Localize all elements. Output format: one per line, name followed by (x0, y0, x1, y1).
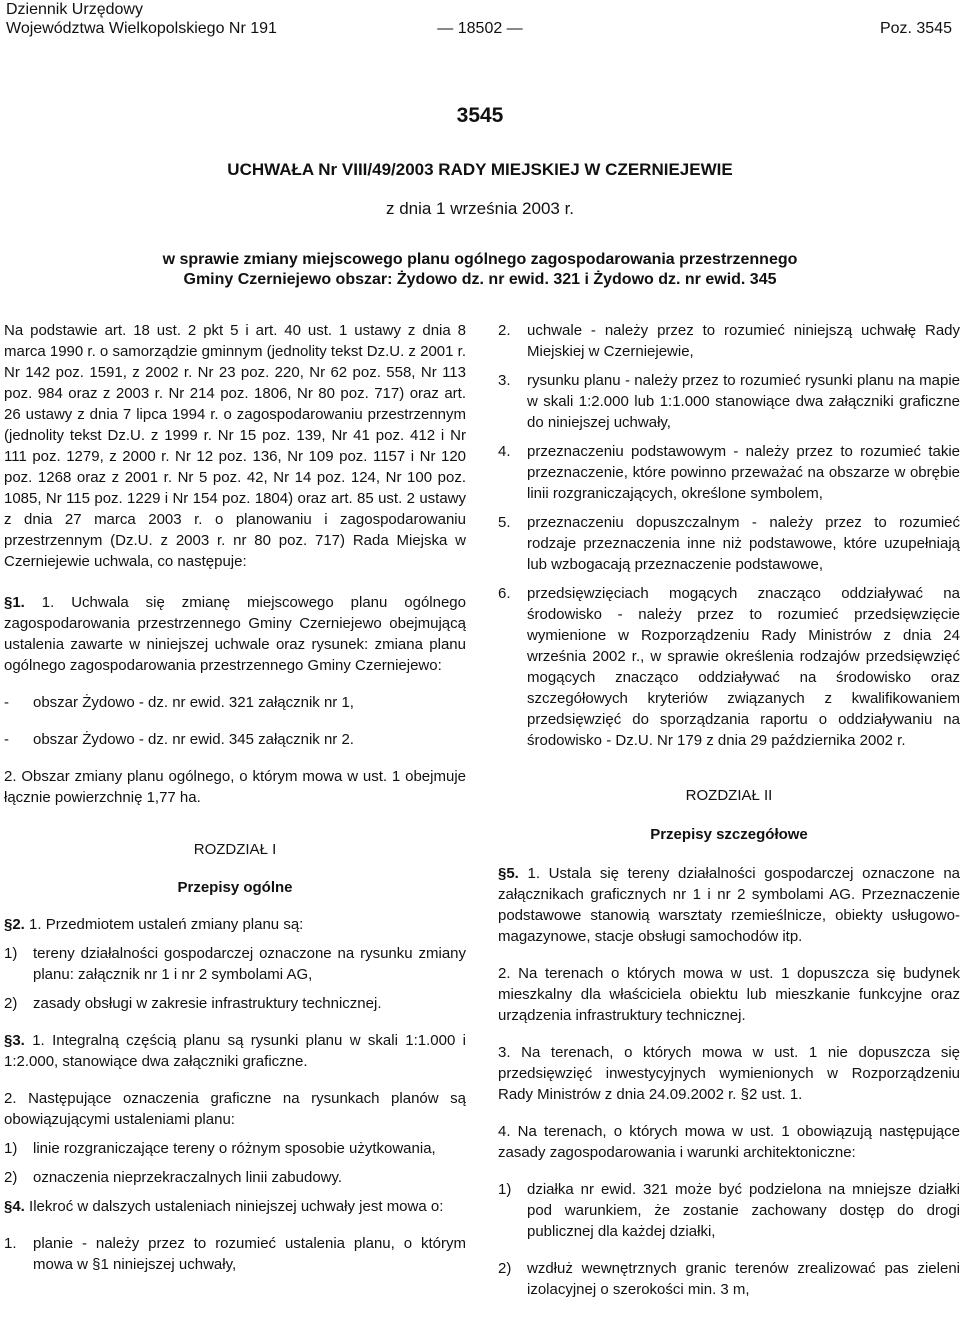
paragraph-5-text: 1. Ustala się tereny działalności gospodarczej oznaczone na załącznikach graficznych nr 1 i nr 2 symbolami AG. Przeznaczenie podstawowe stanowią warsztaty rzemieślnicze, obiekty usługowo-magazynowe, stacje obsługi samochodów itp. (498, 865, 960, 945)
position-number: Poz. 3545 (879, 20, 952, 37)
act-subject-line2: Gminy Czerniejewo obszar: Żydowo dz. nr ewid. 321 i Żydowo dz. nr ewid. 345 (183, 271, 777, 288)
list-item-label: 2) (498, 1260, 512, 1277)
paragraph-2 (4, 914, 466, 935)
act-date: z dnia 1 września 2003 r. (385, 199, 575, 218)
paragraph-1 (4, 592, 466, 676)
list-item (498, 441, 960, 504)
list-item-text: wzdłuż wewnętrznych granic terenów zrealizować pas zieleni izolacyjnej o szerokości min. 3 m, (527, 1260, 960, 1298)
journal-name-line2: Województwa Wielkopolskiego Nr 191 (6, 20, 277, 37)
list-item-label: 1. (4, 1235, 17, 1252)
list-item-label: - (4, 731, 9, 748)
list-item (4, 1167, 466, 1188)
list-item (498, 370, 960, 433)
paragraph-4 (4, 1196, 466, 1217)
chapter-1-title: Przepisy ogólne (177, 879, 293, 896)
list-item-text: przeznaczeniu dopuszczalnym - należy przez to rozumieć rodzaje przeznaczenia inne niż podstawowe, które uzupełniają lub wzbogacają przeznaczenie podstawowe, (527, 514, 960, 573)
list-item-label: 2) (4, 1169, 18, 1186)
journal-name (6, 0, 277, 38)
list-item-label: 1) (4, 945, 18, 962)
list-item-text: tereny działalności gospodarczej oznaczone na rysunku zmiany planu: załącznik nr 1 i nr 2 symbolami AG, (33, 945, 466, 983)
paragraph-4-mark: §4. (4, 1198, 25, 1215)
list-item-label: 6. (498, 585, 511, 602)
list-item-text: planie - należy przez to rozumieć ustalenia planu, o którym mowa w §1 niniejszej uchwały, (33, 1235, 466, 1273)
list-item (498, 1179, 960, 1242)
list-item-label: - (4, 694, 9, 711)
list-item (498, 320, 960, 362)
paragraph-2-text: 1. Przedmiotem ustaleń zmiany planu są: (24, 916, 304, 933)
preamble: Na podstawie art. 18 ust. 2 pkt 5 i art. 40 ust. 1 ustawy z dnia 8 marca 1990 r. o samorządzie gminnym (jednolity tekst Dz.U. z 2001 r. Nr 142 poz. 1591, z 2002 r. Nr 23 poz. 220, Nr 62 poz. 558, Nr 113 poz. 984 oraz z 2003 r. Nr 214 poz. 1806, Nr 80 poz. 717) oraz art. 26 ustawy z dnia 7 lipca 1994 r. o zagospodarowaniu przestrzennym (jednolity tekst Dz.U. z 1999 r. Nr 15 poz. 139, Nr 41 poz. 412 i Nr 111 poz. 1279, z 2000 r. Nr 12 poz. 136, Nr 109 poz. 1157 i Nr 120 poz. 1268 oraz z 2001 r. Nr 5 poz. 42, Nr 14 poz. 124, Nr 100 poz. 1085, Nr 115 poz. 1229 i Nr 154 poz. 1804) oraz art. 85 ust. 2 ustawy z dnia 27 marca 2003 r. o planowaniu i zagospodarowaniu przestrzennym (Dz.U. z 2003 r. nr 80 poz. 717) Rada Miejska w Czerniejewie uchwala, co następuje: (4, 322, 466, 570)
act-number: 3545 (456, 104, 504, 127)
list-item (4, 692, 466, 713)
paragraph-5-section-2: 2. Na terenach o których mowa w ust. 1 dopuszcza się budynek mieszkalny dla właściciela obiektu lub mieszkanie funkcyjne oraz urządzenia infrastruktury technicznej. (498, 965, 960, 1024)
paragraph-1-section-2: 2. Obszar zmiany planu ogólnego, o którym mowa w ust. 1 obejmuje łącznie powierzchnię 1,77 ha. (4, 768, 466, 806)
list-item-text: obszar Żydowo - dz. nr ewid. 321 załącznik nr 1, (33, 694, 354, 711)
list-item (4, 943, 466, 985)
left-column (4, 320, 466, 1275)
paragraph-5 (498, 863, 960, 947)
paragraph-3-text: 1. Integralną częścią planu są rysunki planu w skali 1:1.000 i 1:2.000, stanowiące dwa załączniki graficzne. (4, 1032, 466, 1070)
right-column (498, 320, 960, 1300)
paragraph-3-mark: §3. (4, 1032, 25, 1049)
paragraph-4-text: Ilekroć w dalszych ustaleniach niniejszej uchwały jest mowa o: (24, 1198, 444, 1215)
list-item-text: przeznaczeniu podstawowym - należy przez to rozumieć takie przeznaczenie, które powinno przeważać na obszarze w obrębie linii rozgraniczających, określone symbolem, (527, 443, 960, 502)
paragraph-5-mark: §5. (498, 865, 519, 882)
list-item-text: działka nr ewid. 321 może być podzielona na mniejsze działki pod warunkiem, że zostanie zachowany dostęp do drogi publicznej dla każdej działki, (527, 1181, 960, 1240)
list-item (4, 1233, 466, 1275)
act-subject (0, 250, 960, 290)
journal-name-line1: Dziennik Urzędowy (6, 1, 143, 18)
list-item-label: 4. (498, 443, 511, 460)
list-item-text: zasady obsługi w zakresie infrastruktury technicznej. (33, 995, 382, 1012)
list-item-text: oznaczenia nieprzekraczalnych linii zabudowy. (33, 1169, 343, 1186)
paragraph-2-mark: §2. (4, 916, 25, 933)
list-item-text: linie rozgraniczające tereny o różnym sposobie użytkowania, (33, 1140, 436, 1157)
page-header (0, 0, 960, 40)
chapter-2-heading: ROZDZIAŁ II (685, 787, 773, 804)
paragraph-3 (4, 1030, 466, 1072)
list-item-label: 1) (4, 1140, 18, 1157)
paragraph-1-mark: §1. (4, 594, 25, 611)
list-item-text: uchwale - należy przez to rozumieć niniejszą uchwałę Rady Miejskiej w Czerniejewie, (527, 322, 960, 360)
paragraph-5-section-3: 3. Na terenach, o których mowa w ust. 1 nie dopuszcza się przedsięwzięć inwestycyjnych wymienionych w Rozporządzeniu Rady Ministrów z dnia 24.09.2002 r. §2 ust. 1. (498, 1044, 960, 1103)
list-item-label: 5. (498, 514, 511, 531)
list-item-text: rysunku planu - należy przez to rozumieć rysunki planu na mapie w skali 1:2.000 lub 1:1.000 stanowiące dwa załączniki graficzne do niniejszej uchwały, (527, 372, 960, 431)
page-number: — 18502 — (437, 20, 523, 37)
list-item (498, 512, 960, 575)
paragraph-3-section-2: 2. Następujące oznaczenia graficzne na rysunkach planów są obowiązującymi ustaleniami planu: (4, 1090, 466, 1128)
chapter-2-title: Przepisy szczegółowe (650, 826, 808, 843)
list-item (4, 1138, 466, 1159)
list-item-label: 2) (4, 995, 18, 1012)
list-item (4, 729, 466, 750)
chapter-1-heading: ROZDZIAŁ I (193, 841, 277, 858)
list-item (4, 993, 466, 1014)
list-item (498, 583, 960, 751)
list-item-text: przedsięwzięciach mogących znacząco oddziaływać na środowisko - należy przez to rozumieć przedsięwzięcie wymienione w Rozporządzeniu Rady Ministrów z dnia 24 września 2002 r., w sprawie określenia rodzajów przedsięwzięć mogących znacząco oddziaływać na środowisko oraz szczegółowych kryteriów związanych z kwalifikowaniem przedsięwzięć do sporządzania raportu o oddziaływaniu na środowisko - Dz.U. Nr 179 z dnia 29 października 2002 r. (527, 585, 960, 749)
title-block (0, 104, 960, 290)
list-item-label: 3. (498, 372, 511, 389)
list-item (498, 1258, 960, 1300)
list-item-label: 1) (498, 1181, 512, 1198)
list-item-text: obszar Żydowo - dz. nr ewid. 345 załącznik nr 2. (33, 731, 354, 748)
act-subject-line1: w sprawie zmiany miejscowego planu ogólnego zagospodarowania przestrzennego (162, 251, 798, 268)
act-title: UCHWAŁA Nr VIII/49/2003 RADY MIEJSKIEJ W CZERNIEJEWIE (227, 160, 733, 179)
paragraph-5-section-4: 4. Na terenach, o których mowa w ust. 1 obowiązują następujące zasady zagospodarowania i warunki architektoniczne: (498, 1123, 960, 1161)
list-item-label: 2. (498, 322, 511, 339)
paragraph-1-text: 1. Uchwala się zmianę miejscowego planu ogólnego zagospodarowania przestrzennego Gminy Czerniejewo obejmującą ustalenia zawarte w niniejszej uchwale oraz rysunek: zmiana planu ogólnego zagospodarowania przestrzennego Gminy Czerniejewo: (4, 594, 466, 674)
